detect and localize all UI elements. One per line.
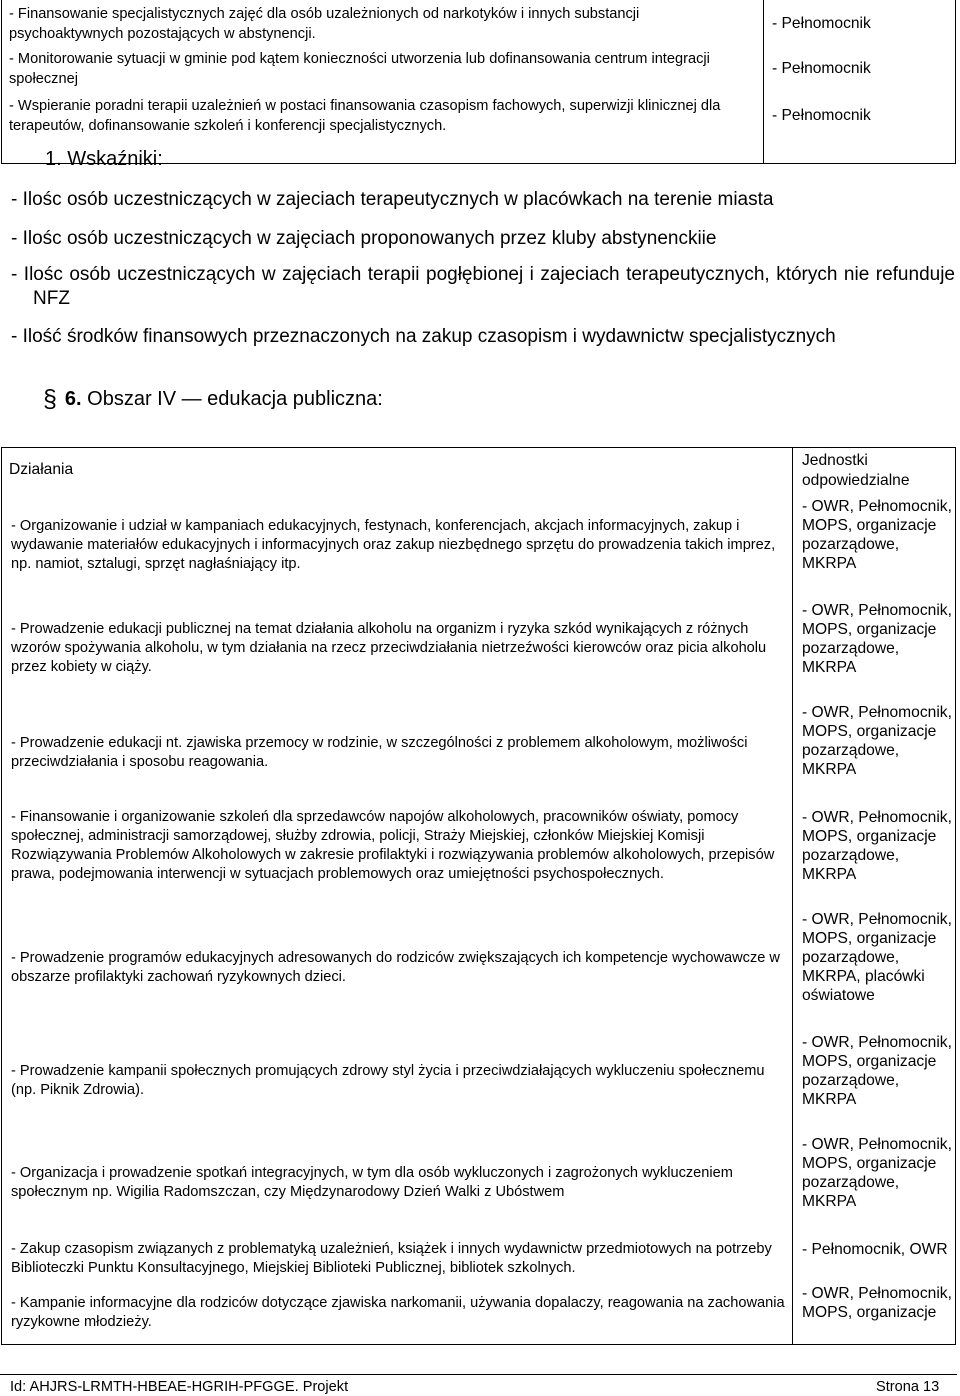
footer-divider <box>0 1374 957 1375</box>
responsible-row-3: - OWR, Pełnomocnik, MOPS, organizacje pozarządowe, MKRPA <box>802 704 952 778</box>
action-row-7: - Organizacja i prowadzenie spotkań integracyjnych, w tym dla osób wykluczonych i zagrożonych wykluczeniem społecznym np. Wigilia Radomszczan, czy Międzynarodowy Dzień Walki z Ubóstwem <box>11 1165 733 1200</box>
top-responsible-3: - Pełnomocnik <box>772 107 871 124</box>
top-action-1: - Finansowanie specjalistycznych zajęć dla osób uzależnionych od narkotyków i innych substancji psychoaktywnych pozostających w abstynencji. <box>9 6 640 42</box>
indicator-item-1: - Ilośc osób uczestniczących w zajeciach terapeutycznych w placówkach na terenie miasta <box>11 189 774 210</box>
action-row-4: - Finansowanie i organizowanie szkoleń dla sprzedawców napojów alkoholowych, pracowników oświaty, pomocy społecznej, administracji samorządowej, służby zdrowia, policji, Straży Miejskiej, członków Miejskiej Komisji Rozwiązywania Problemów Alkoholowych w zakresie profilaktyki i rozwiązywania problemów alkoholowych, przepisów prawa, podejmowania interwencji w sytuacjach problemowych oraz umiejętności psychospołecznych. <box>11 809 775 882</box>
indicator-item-4: - Ilość środków finansowych przeznaczonych na zakup czasopism i wydawnictw specjalistycznych <box>11 326 836 347</box>
responsible-row-5: - OWR, Pełnomocnik, MOPS, organizacje pozarządowe, MKRPA, placówki oświatowe <box>802 911 952 1004</box>
top-responsible-1: - Pełnomocnik <box>772 15 871 32</box>
responsible-row-9: - OWR, Pełnomocnik, MOPS, organizacje <box>802 1285 952 1321</box>
action-row-6: - Prowadzenie kampanii społecznych promujących zdrowy styl życia i przeciwdziałających wykluczeniu społecznemu (np. Piknik Zdrowia). <box>11 1063 765 1098</box>
footer-page-number: Strona 13 <box>876 1379 940 1395</box>
top-action-2: - Monitorowanie sytuacji w gminie pod kątem konieczności utworzenia lub dofinansowania centrum integracji społecznej <box>9 51 710 87</box>
responsible-row-8: - Pełnomocnik, OWR <box>802 1241 948 1258</box>
top-responsible-2: - Pełnomocnik <box>772 60 871 77</box>
header-responsible-units: Jednostki odpowiedzialne <box>802 452 910 489</box>
indicator-item-3: - Ilośc osób uczestniczących w zajęciach terapii pogłębionej i zajeciach terapeutycznych, których nie refunduje NFZ <box>11 264 955 309</box>
actions-table-divider <box>792 447 793 1345</box>
responsible-row-1: - OWR, Pełnomocnik, MOPS, organizacje pozarządowe, MKRPA <box>802 498 952 572</box>
action-row-1: - Organizowanie i udział w kampaniach edukacyjnych, festynach, konferencjach, akcjach informacyjnych, zakup i wydawanie materiałów edukacyjnych i informacyjnych oraz zakup niezbędnego sprzętu do prowadzenia takich imprez, np. namiot, sztalugi, sprzęt nagłaśniający itp. <box>11 518 776 572</box>
section-heading <box>43 386 383 412</box>
header-actions: Działania <box>9 461 74 478</box>
indicator-item-2: - Ilośc osób uczestniczących w zajęciach proponowanych przez kluby abstynenckiie <box>11 228 717 249</box>
action-row-9: - Kampanie informacyjne dla rodziców dotyczące zjawiska narkomanii, używania dopalaczy, reagowania na zachowania ryzykowne młodzieży. <box>11 1295 785 1330</box>
action-row-3: - Prowadzenie edukacji nt. zjawiska przemocy w rodzinie, w szczególności z problemem alkoholowym, możliwości przeciwdziałania i sposobu reagowania. <box>11 735 748 770</box>
action-row-5: - Prowadzenie programów edukacyjnych adresowanych do rodziców zwiększających ich kompetencje wychowawcze w obszarze profilaktyki zachowań ryzykownych dzieci. <box>11 950 780 985</box>
section-number: 6. <box>64 388 82 410</box>
section-sign: § <box>43 385 57 413</box>
responsible-row-4: - OWR, Pełnomocnik, MOPS, organizacje pozarządowe, MKRPA <box>802 809 952 883</box>
section-title: Obszar IV — edukacja publiczna: <box>87 388 383 410</box>
responsible-row-7: - OWR, Pełnomocnik, MOPS, organizacje pozarządowe, MKRPA <box>802 1136 952 1210</box>
footer-document-id: Id: AHJRS-LRMTH-HBEAE-HGRIH-PFGGE. Projekt <box>10 1379 349 1395</box>
responsible-row-6: - OWR, Pełnomocnik, MOPS, organizacje pozarządowe, MKRPA <box>802 1034 952 1108</box>
responsible-row-2: - OWR, Pełnomocnik, MOPS, organizacje pozarządowe, MKRPA <box>802 602 952 676</box>
top-action-3: - Wspieranie poradni terapii uzależnień w postaci finansowania czasopism fachowych, superwizji klinicznej dla terapeutów, dofinansowanie szkoleń i konferencji specjalistycznych. <box>9 98 721 134</box>
top-table-divider <box>763 0 764 164</box>
indicators-heading: 1. Wskaźniki: <box>45 148 163 170</box>
action-row-2: - Prowadzenie edukacji publicznej na temat działania alkoholu na organizm i ryzyka szkód wynikających z różnych wzorów spożywania alkoholu, w tym działania na rzecz przeciwdziałania nietrzeźwości kierowców oraz picia alkoholu przez kobiety w ciąży. <box>11 621 767 675</box>
action-row-8: - Zakup czasopism związanych z problematyką uzależnień, książek i innych wydawnictw przedmiotowych na potrzeby Biblioteczki Punktu Konsultacyjnego, Miejskiej Biblioteki Publicznej, bibliotek szkolnych. <box>11 1241 772 1276</box>
